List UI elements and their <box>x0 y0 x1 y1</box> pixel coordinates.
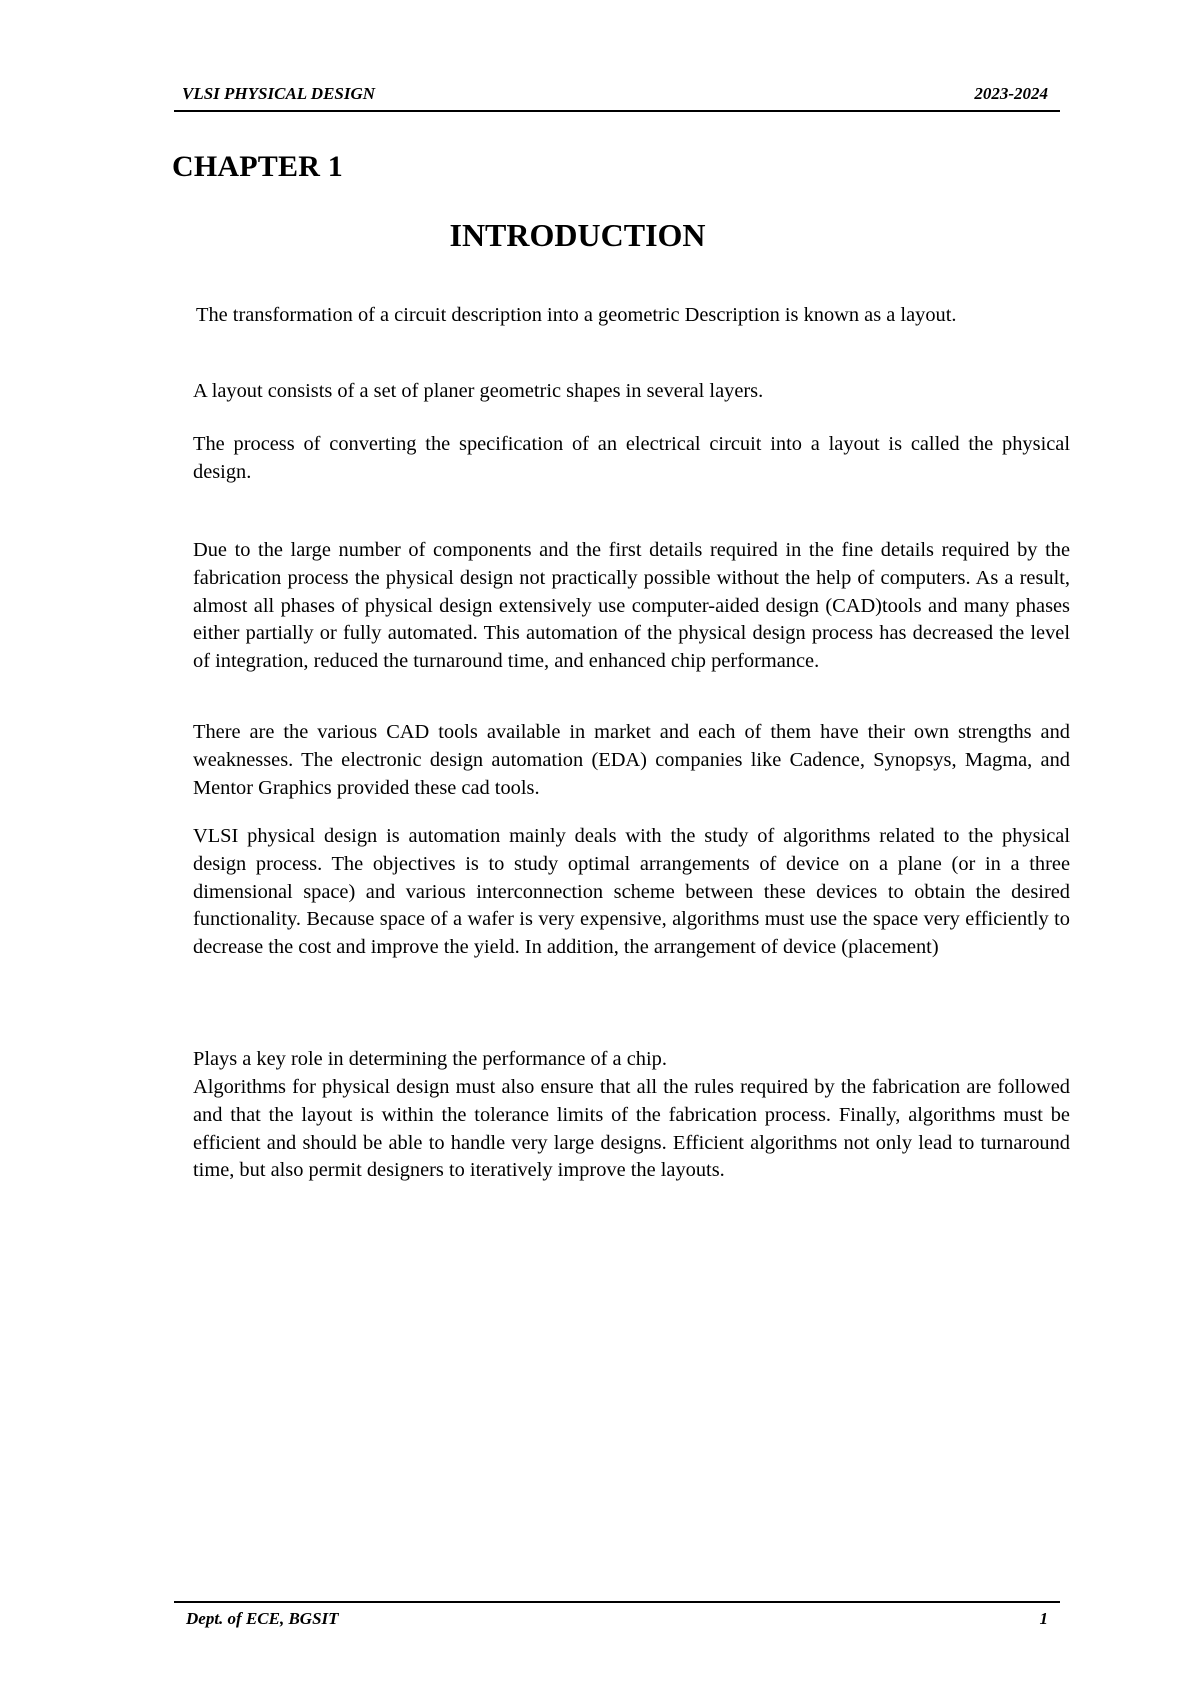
paragraph-6: VLSI physical design is automation mainly deals with the study of algorithms related to the physical design process. The objectives is to study optimal arrangements of device on a plane (or in a three dimensional space) and various interconnection scheme between these devices to obtain the desired functionality. Because space of a wafer is very expensive, algorithms must use the space very efficiently to decrease the cost and improve the yield. In addition, the arrangement of device (placement) <box>193 825 1070 959</box>
chapter-label: CHAPTER 1 <box>172 150 343 183</box>
footer-divider <box>174 1601 1060 1603</box>
page-number: 1 <box>1039 1609 1048 1628</box>
page-footer <box>174 1609 1060 1633</box>
paragraph-2: A layout consists of a set of planer geometric shapes in several layers. <box>193 380 764 402</box>
paragraph-5: There are the various CAD tools available in market and each of them have their own strengths and weaknesses. The electronic design automation (EDA) companies like Cadence, Synopsys, Magma, and Mentor Graphics provided these cad tools. <box>193 721 1070 799</box>
paragraph-1: The transformation of a circuit description into a geometric Description is known as a layout. <box>196 304 957 326</box>
header-divider <box>174 110 1060 112</box>
header-course-title: VLSI PHYSICAL DESIGN <box>182 84 376 103</box>
paragraph-3: The process of converting the specification of an electrical circuit into a layout is called the physical design. <box>193 433 1070 483</box>
paragraph-4: Due to the large number of components and the first details required in the fine details required by the fabrication process the physical design not practically possible without the help of computers. As a result, almost all phases of physical design extensively use computer-aided design (CAD)tools and many phases either partially or fully automated. This automation of the physical design process has decreased the level of integration, reduced the turnaround time, and enhanced chip performance. <box>193 539 1070 673</box>
section-title: INTRODUCTION <box>449 217 706 253</box>
header-year: 2023-2024 <box>974 84 1048 103</box>
page-header <box>174 84 1060 106</box>
paragraph-7: Plays a key role in determining the performance of a chip. <box>193 1048 667 1070</box>
footer-department: Dept. of ECE, BGSIT <box>186 1609 339 1628</box>
paragraph-8: Algorithms for physical design must also ensure that all the rules required by the fabrication are followed and that the layout is within the tolerance limits of the fabrication process. Finally, algorithms must be efficient and should be able to handle very large designs. Efficient algorithms not only lead to turnaround time, but also permit designers to iteratively improve the layouts. <box>193 1076 1070 1182</box>
